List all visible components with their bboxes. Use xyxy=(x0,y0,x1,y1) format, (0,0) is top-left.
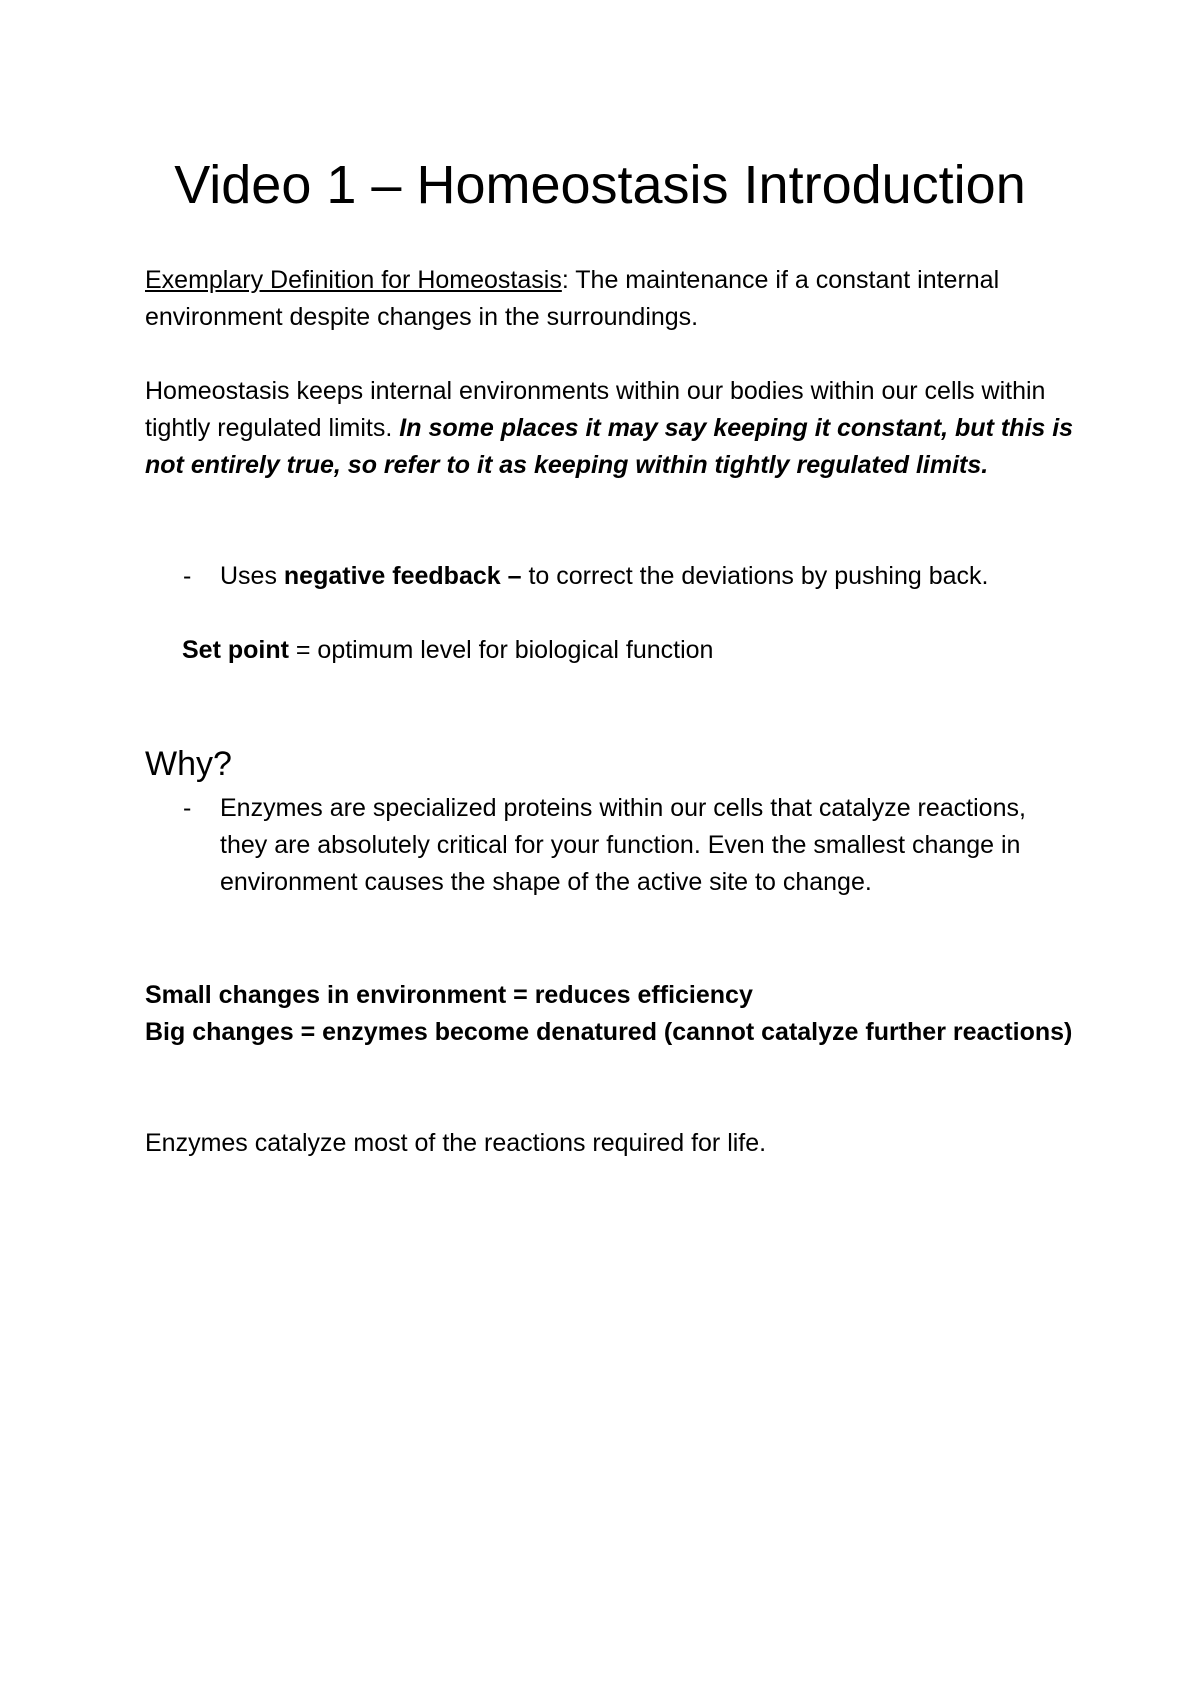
small-changes-line: Small changes in environment = reduces efficiency xyxy=(145,981,753,1009)
page-title: Video 1 – Homeostasis Introduction xyxy=(174,155,1026,215)
homeostasis-plain-text: Homeostasis keeps internal environments within our bodies within our cells within tightly regulated limits. xyxy=(145,377,1046,442)
bullet-post-text: to correct the deviations by pushing back. xyxy=(521,562,989,590)
big-changes-line: Big changes = enzymes become denatured (cannot catalyze further reactions) xyxy=(145,1018,1073,1046)
bullet-text xyxy=(220,558,1050,595)
definition-colon: : xyxy=(561,266,569,294)
homeostasis-emphasis-text: In some places it may say keeping it constant, but this is not entirely true, so refer to it as keeping within tightly regulated limits. xyxy=(145,414,1074,479)
definition-label: Exemplary Definition for Homeostasis xyxy=(145,266,562,294)
negative-feedback-term: negative feedback – xyxy=(283,562,522,590)
definition-paragraph xyxy=(145,262,1085,336)
set-point-line xyxy=(182,632,1082,669)
set-point-definition: = optimum level for biological function xyxy=(288,636,714,664)
bullet-dash: - xyxy=(183,562,192,590)
set-point-term: Set point xyxy=(182,636,289,664)
enzymes-bullet-text: Enzymes are specialized proteins within our cells that catalyze reactions, they are absolutely critical for your function. Even the smallest change in environment causes the shape of the active site to change. xyxy=(220,794,1026,896)
why-heading: Why? xyxy=(145,745,232,783)
homeostasis-paragraph xyxy=(145,373,1085,484)
definition-text: The maintenance if a constant internal environment despite changes in the surroundings. xyxy=(145,266,1000,331)
bullet-dash: - xyxy=(183,794,192,822)
bullet-pre-text: Uses xyxy=(220,562,284,590)
closing-line: Enzymes catalyze most of the reactions required for life. xyxy=(145,1129,767,1157)
